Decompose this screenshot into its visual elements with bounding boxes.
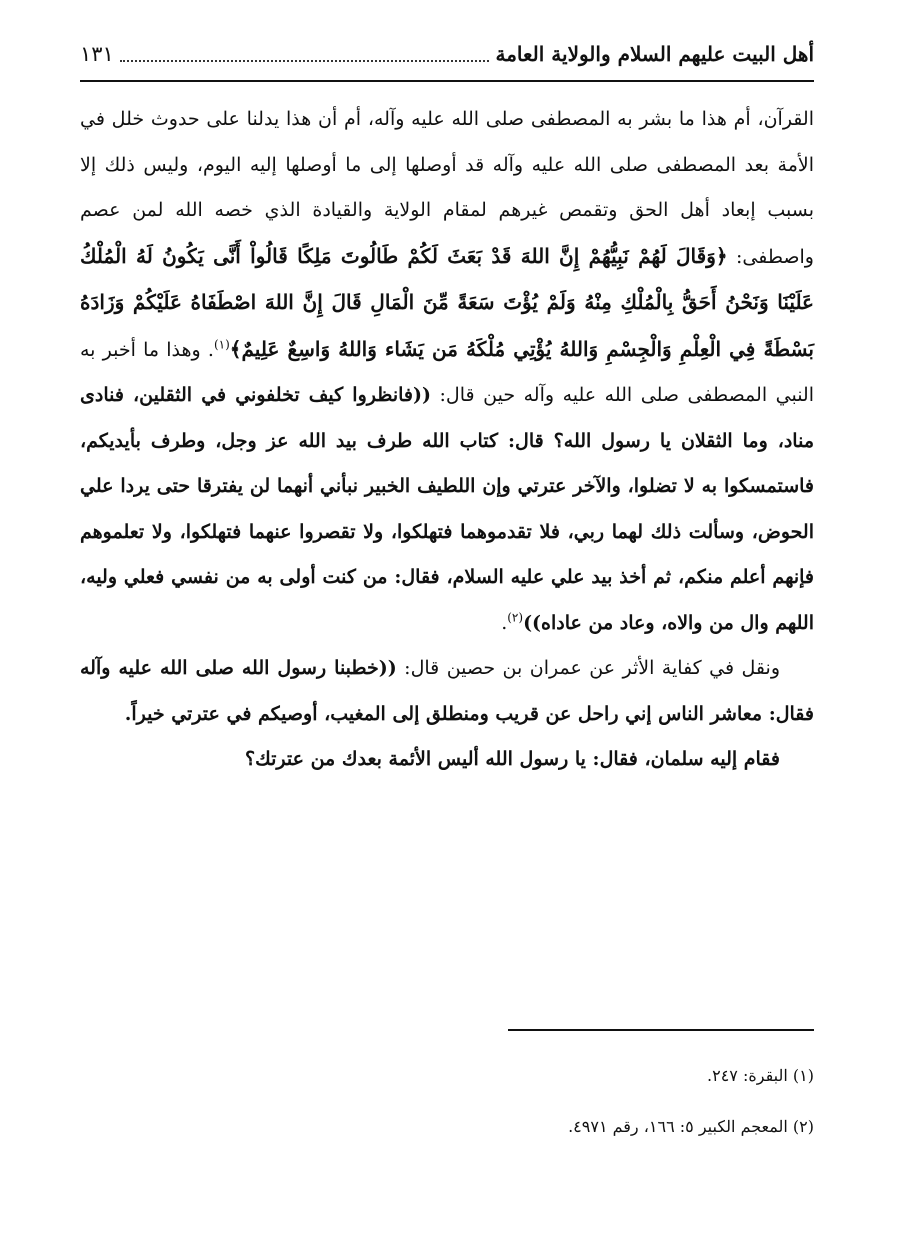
paragraph-1-intro: القرآن، أم هذا ما بشر به المصطفى صلى الله عليه وآله، أم أن هذا يدلنا على حدوث خلل في الأمة بعد المصطفى صلى الله عليه وآله قد أوصلها إلى ما أوصلها إليه اليوم، وليس ذلك إلا بسبب إبعاد أهل الحق وتقمص غيرهم لمقام الولاية والقيادة الذي خصه الله لمن عصم واصطفى:: [80, 108, 814, 268]
paragraph-1-end: .: [501, 611, 508, 634]
footnote-ref-2[interactable]: (٢): [507, 610, 524, 625]
running-header: [80, 34, 814, 74]
hadith-thaqalayn: ((فانظروا كيف تخلفوني في الثقلين، فنادى مناد، وما الثقلان يا رسول الله؟ قال: كتاب الله طرف بيد الله عز وجل، وطرف بأيديكم، فاستمسكوا به لا تضلوا، والآخر عترتي وإن اللطيف الخبير نبأني أنهما لن يفترقا حتى يردا علي الحوض، وسألت ذلك لهما ربي، فلا تقدموهما فتهلكوا، ولا تقصروا عنهما فتهلكوا، ولا تعلموهم فإنهم أعلم منكم، ثم أخذ بيد علي عليه السلام، فقال: من كنت أولى به من نفسي فعلي وليه، اللهم وال من والاه، وعاد من عاداه)): [80, 384, 814, 634]
header-rule: [80, 80, 814, 82]
footnote-rule: [508, 1029, 814, 1031]
main-text: [80, 97, 814, 783]
paragraph-2-intro: ونقل في كفاية الأثر عن عمران بن حصين قال:: [396, 657, 781, 679]
paragraph-3: فقام إليه سلمان، فقال: يا رسول الله أليس الأئمة بعدك من عترتك؟: [245, 748, 780, 770]
header-title: أهل البيت عليهم السلام والولاية العامة: [495, 42, 814, 66]
hadith-imran: ((خطبنا رسول الله صلى الله عليه وآله فقال: معاشر الناس إني راحل عن قريب ومنطلق إلى المغيب، أوصيكم في عترتي خيراً.: [80, 657, 814, 725]
footnote-ref-1[interactable]: (١): [213, 337, 230, 352]
footnote-1: (١) البقرة: ٢٤٧.: [707, 1066, 814, 1085]
quran-verse: ﴿وَقَالَ لَهُمْ نَبِيُّهُمْ إِنَّ اللهَ قَدْ بَعَثَ لَكُمْ طَالُوتَ مَلِكًا قَالُواْ أَنَّى يَكُونُ لَهُ الْمُلْكُ عَلَيْنَا وَنَحْنُ أَحَقُّ بِالْمُلْكِ مِنْهُ وَلَمْ يُؤْتَ سَعَةً مِّنَ الْمَالِ قَالَ إِنَّ اللهَ اصْطَفَاهُ عَلَيْكُمْ وَزَادَهُ بَسْطَةً فِي الْعِلْمِ وَالْجِسْمِ وَاللهُ يُؤْتِي مُلْكَهُ مَن يَشَاء وَاللهُ وَاسِعٌ عَلِيمٌ﴾: [80, 243, 814, 361]
paragraph-1-bridge: . وهذا ما أخبر به النبي المصطفى صلى الله عليه وآله حين قال:: [80, 338, 814, 406]
page-number: ١٣١: [80, 42, 114, 66]
paragraph-1: [80, 97, 814, 646]
header-leader-dots: [120, 60, 490, 62]
footnote-2: (٢) المعجم الكبير ٥: ١٦٦، رقم ٤٩٧١.: [568, 1117, 814, 1136]
paragraph-2: [80, 646, 814, 737]
